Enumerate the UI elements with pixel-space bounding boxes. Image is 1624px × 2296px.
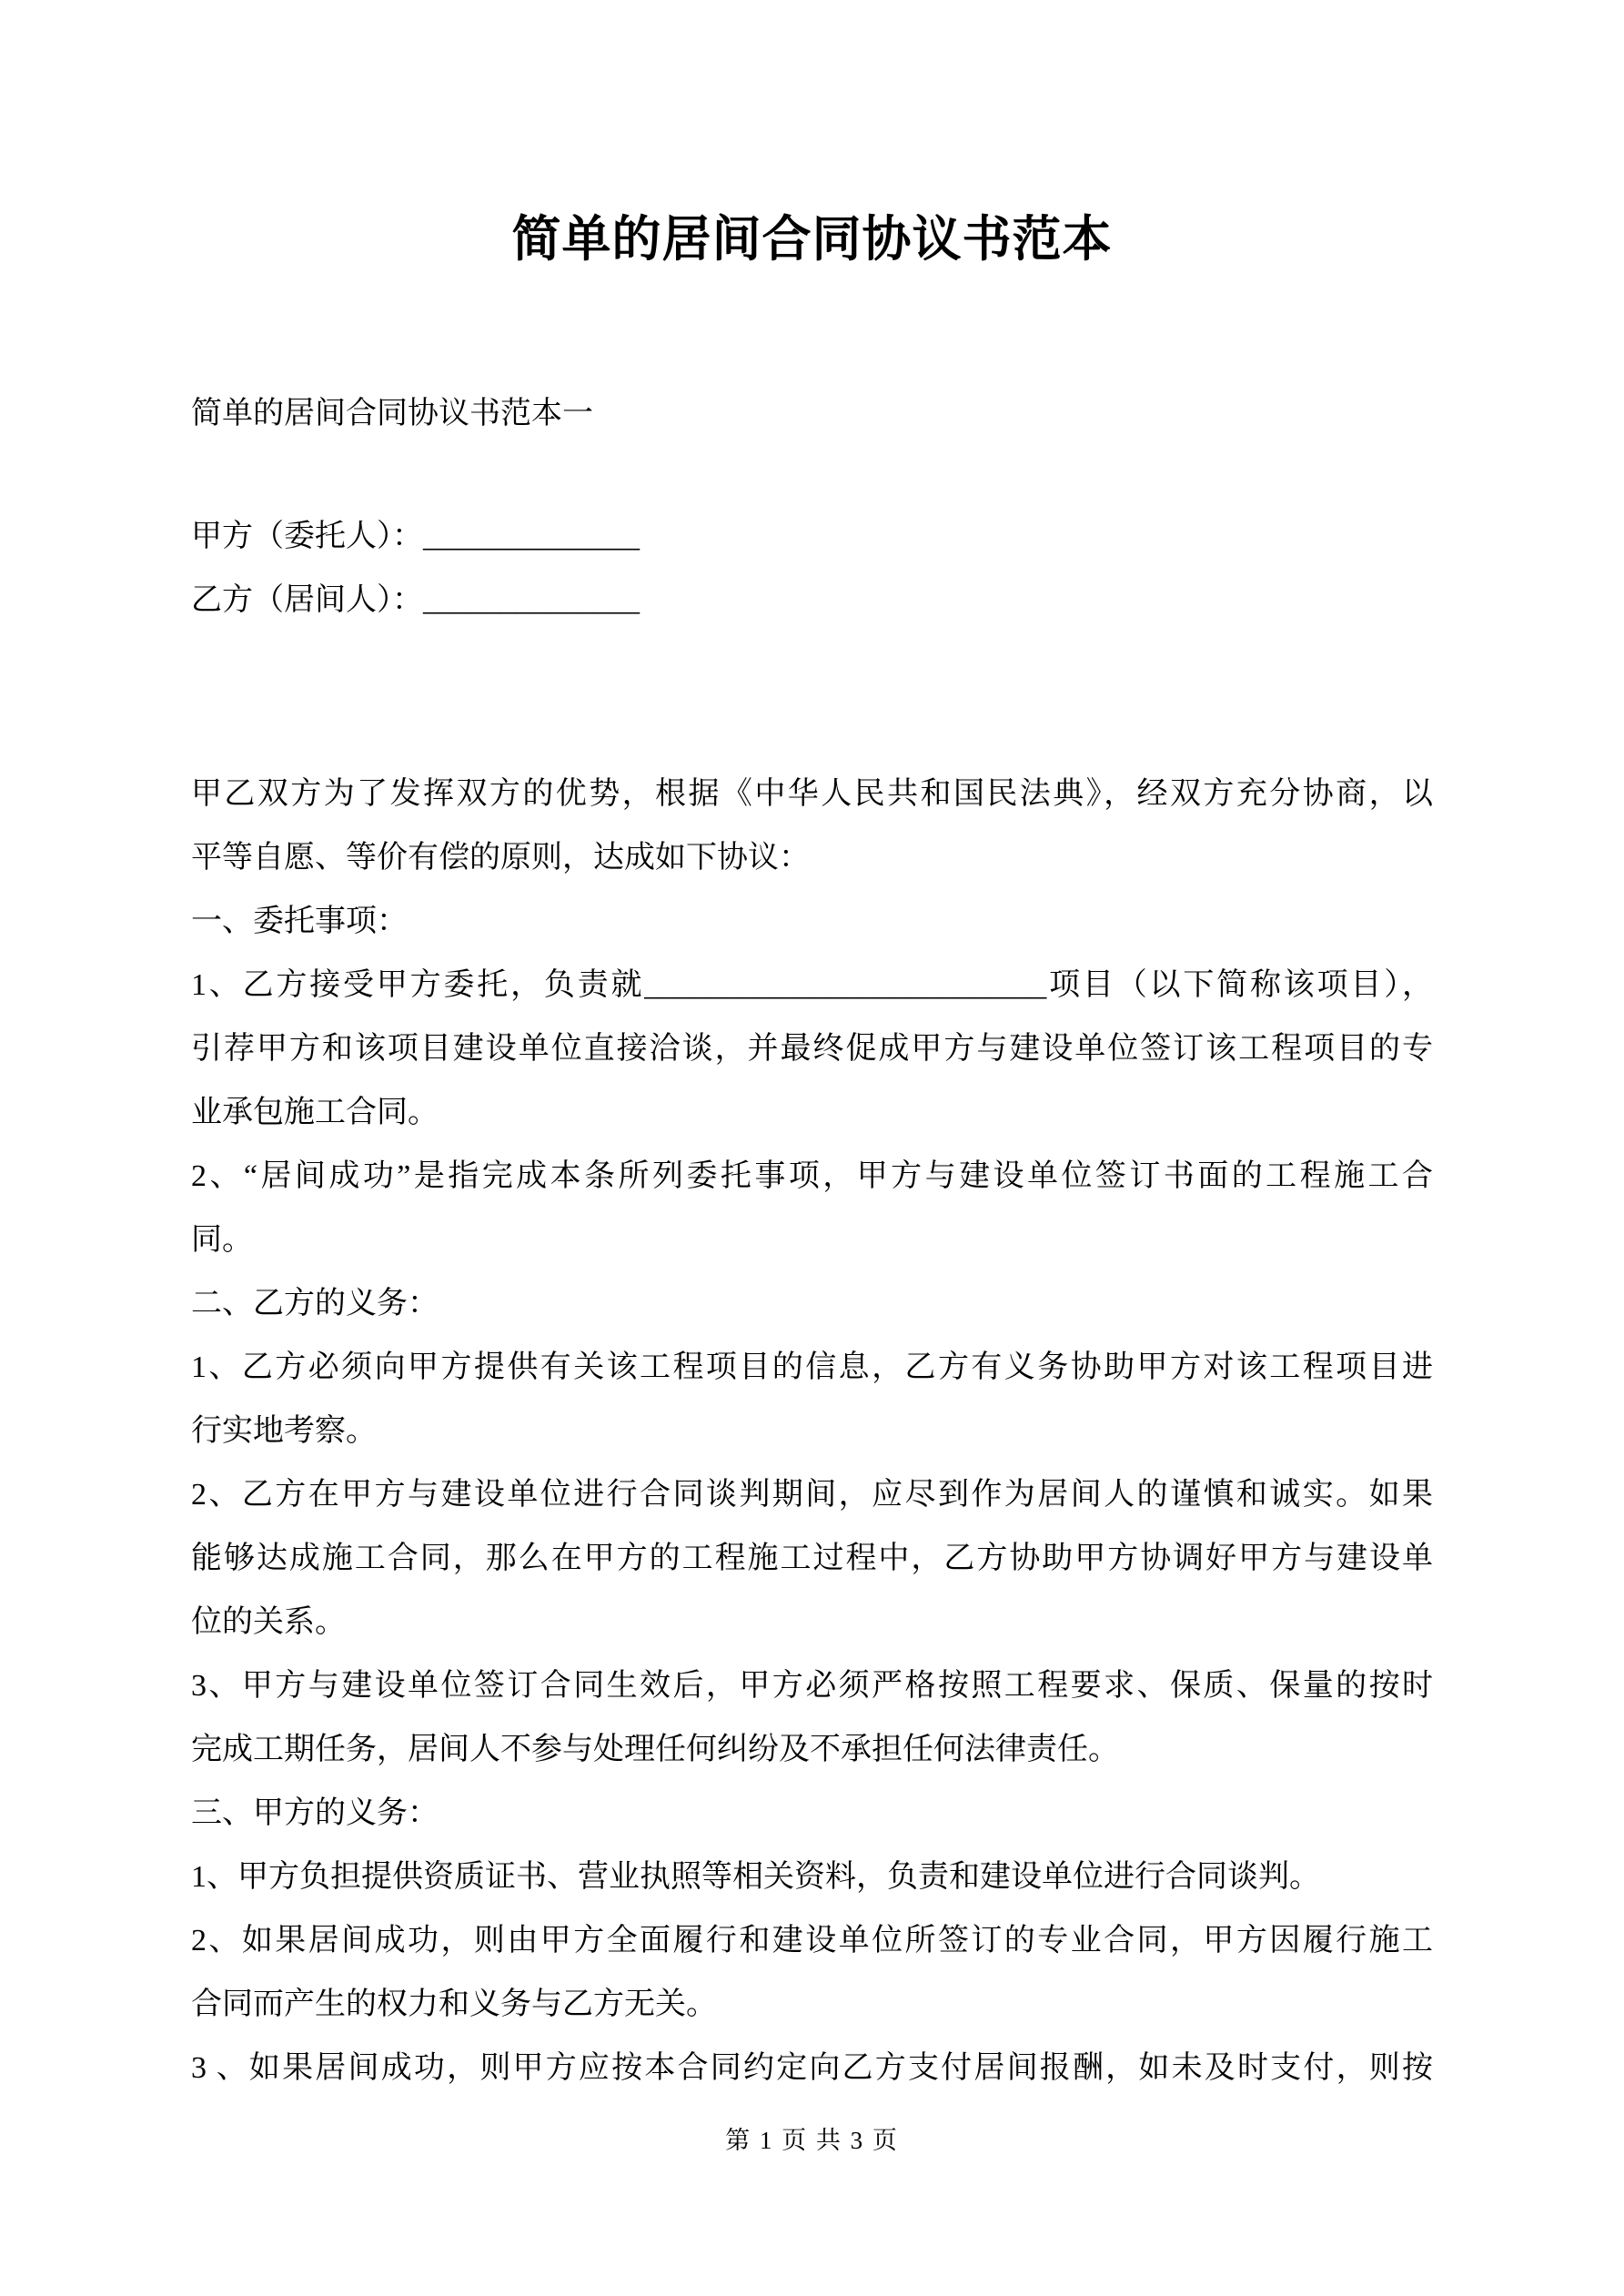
body-line: 3 、如果居间成功，则甲方应按本合同约定向乙方支付居间报酬，如未及时支付，则按 <box>191 2051 1433 2085</box>
body-line: 合同而产生的权力和义务与乙方无关。 <box>191 1988 717 2021</box>
body-line: 三、甲方的义务： <box>191 1796 439 1830</box>
body-line: 2、如果居间成功，则由甲方全面履行和建设单位所签订的专业合同，甲方因履行施工 <box>191 1924 1433 1957</box>
body-line: 3、甲方与建设单位签订合同生效后，甲方必须严格按照工程要求、保质、保量的按时 <box>191 1669 1433 1703</box>
party-line <box>191 569 640 632</box>
body-line: 2、乙方在甲方与建设单位进行合同谈判期间，应尽到作为居间人的谨慎和诚实。如果 <box>191 1478 1433 1512</box>
body-line: 位的关系。 <box>191 1605 346 1639</box>
body-line: 一、委托事项： <box>191 905 408 938</box>
party-blank-field[interactable]: ______________ <box>423 520 640 553</box>
body-line: 1、乙方必须向甲方提供有关该工程项目的信息，乙方有义务协助甲方对该工程项目进 <box>191 1350 1433 1384</box>
body-line: 1、乙方接受甲方委托，负责就__________________________项目（以下简称该项目）， <box>191 968 1433 1002</box>
party-label: 乙方（居间人）： <box>191 583 423 617</box>
party-label: 甲方（委托人）： <box>191 520 423 553</box>
body-line: 1、甲方负担提供资质证书、营业执照等相关资料，负责和建设单位进行合同谈判。 <box>191 1860 1320 1894</box>
body-line: 能够达成施工合同，那么在甲方的工程施工过程中，乙方协助甲方协调好甲方与建设单 <box>191 1542 1433 1575</box>
body-line: 行实地考察。 <box>191 1414 377 1448</box>
party-blank-field[interactable]: ______________ <box>423 583 640 617</box>
body-line: 2、“居间成功”是指完成本条所列委托事项，甲方与建设单位签订书面的工程施工合 <box>191 1159 1433 1193</box>
page-footer <box>0 2125 1624 2156</box>
body-line: 完成工期任务，居间人不参与处理任何纠纷及不承担任何法律责任。 <box>191 1733 1119 1766</box>
body-line: 业承包施工合同。 <box>191 1096 439 1129</box>
body-line: 同。 <box>191 1223 253 1257</box>
body-line: 引荐甲方和该项目建设单位直接洽谈，并最终促成甲方与建设单位签订该工程项目的专 <box>191 1032 1433 1066</box>
document-subtitle: 简单的居间合同协议书范本一 <box>191 397 593 430</box>
party-line <box>191 505 640 569</box>
body-line: 平等自愿、等价有偿的原则，达成如下协议： <box>191 841 810 875</box>
document-title: 简单的居间合同协议书范本 <box>511 212 1113 267</box>
body-line: 甲乙双方为了发挥双方的优势，根据《中华人民共和国民法典》，经双方充分协商，以 <box>191 777 1433 811</box>
parties-section <box>191 505 640 632</box>
contract-body <box>191 763 1433 2100</box>
page-number-text: 第 1 页 共 3 页 <box>725 2127 899 2154</box>
body-line: 二、乙方的义务： <box>191 1287 439 1320</box>
